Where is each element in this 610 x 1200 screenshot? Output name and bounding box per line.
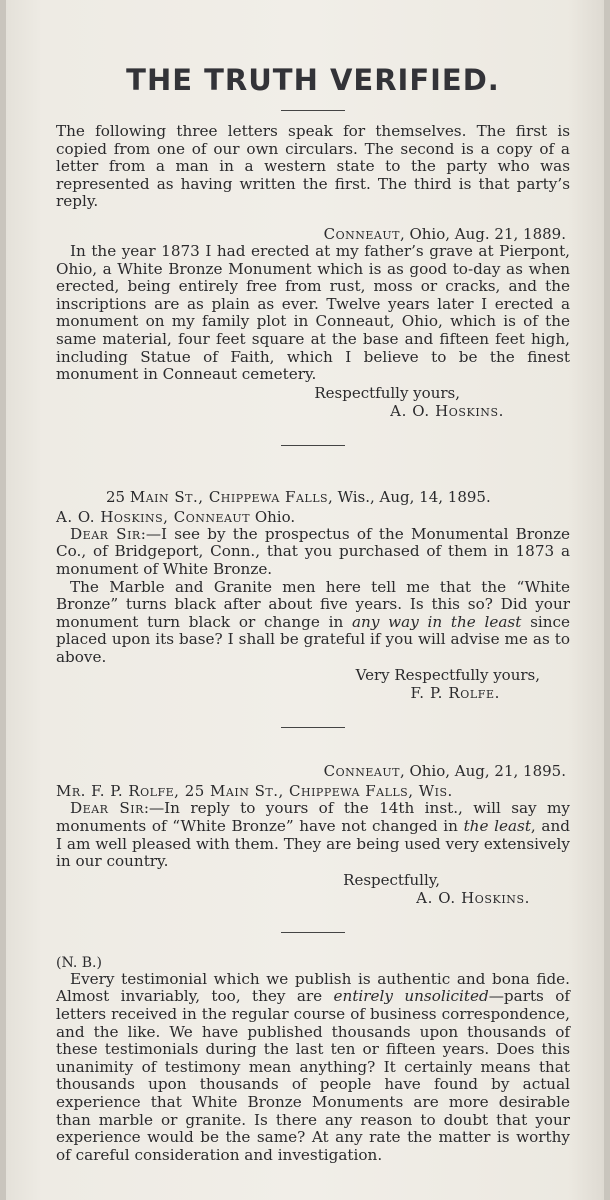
letter2-body-1 <box>56 526 570 579</box>
letter3-body-a: :—In reply to yours of the 14th inst., will say my monuments of “White Bronze” have not changed in <box>56 799 570 836</box>
letter2-dateline <box>56 488 570 506</box>
letter3-body <box>56 800 570 870</box>
letter1-closing: Respectfully yours, <box>314 383 460 402</box>
nb-label: (N. B.) <box>56 954 102 971</box>
intro-paragraph: The following three letters speak for themselves. The first is copied from one of our own circulars. The second is a copy of a letter from a man in a western state to the party who was represented as having written the first. The third is that party’s reply. <box>56 122 570 211</box>
letter3-closing: Respectfully, <box>343 870 440 889</box>
letter3-addressee-rest: Main St., Chippewa Falls, Wis. <box>210 782 453 801</box>
letter2-closing: Very Respectfully yours, <box>355 666 540 685</box>
letter3-dateline-rest: , Ohio, Aug, 21, 1895. <box>399 762 566 781</box>
letter3-body-italic: the least <box>463 817 531 836</box>
letter1-signature: A. O. Hoskins. <box>390 401 504 420</box>
nb-text-italic: entirely unsolicited <box>333 987 489 1006</box>
letter2-signature: F. P. Rolfe. <box>410 684 500 703</box>
divider-3 <box>56 907 570 945</box>
letter2-body-2b: since placed upon its base? I shall be grateful if you will advise me as to above. <box>56 612 570 666</box>
nb-text <box>56 971 570 1165</box>
letter2-body-2 <box>56 579 570 667</box>
letter3-body-b: , and I am well pleased with them. They are being used very extensively in our country. <box>56 817 570 871</box>
letter1-dateline-place: Conneaut <box>323 224 400 243</box>
nb-section <box>56 955 570 1165</box>
letter3-addressee <box>56 782 570 800</box>
page-title: THE TRUTH VERIFIED. <box>126 63 500 97</box>
letter3-dateline <box>56 762 570 780</box>
letter2-salutation: Dear Sir <box>70 524 141 543</box>
letter2-dateline-rest: , Wis., Aug, 14, 1895. <box>328 487 491 506</box>
divider-2 <box>56 702 570 740</box>
nb-text-b: —parts of letters received in the regular course of business correspondence, and the like. We have published thousands upon thousands of these testimonials during the last ten or fifteen years. Does this unanimity of testimony mean anything? It certainly means that thousands upon thousands of people have found by actual experience that White Bronze Monuments are more desirable than marble or granite. Is there any reason to doubt that your experience would be the same? At any rate the matter is worthy of careful consideration and investigation. <box>56 987 570 1164</box>
letter3-salutation: Dear Sir <box>70 799 144 818</box>
letter2-dateline-place: Main St., Chippewa Falls <box>129 487 329 506</box>
letter2-addressee <box>56 508 570 526</box>
title-divider <box>281 110 345 111</box>
divider-1 <box>56 420 570 458</box>
letter2-addressee-name: A. O. Hoskins, Conneaut <box>56 507 251 526</box>
nb-text-a: Every testimonial which we publish is authentic and bona fide. Almost invariably, too, they are <box>56 969 570 1006</box>
letter1-dateline-rest: , Ohio, Aug. 21, 1889. <box>399 224 566 243</box>
letter2-body-1-text: :—I see by the prospectus of the Monumental Bronze Co., of Bridgeport, Conn., that you purchased of them in 1873 a monument of White Bronze. <box>56 524 570 578</box>
document-page <box>6 0 604 1200</box>
letter2-body-2-italic: any way in the least <box>351 612 522 631</box>
letter3-dateline-place: Conneaut <box>323 762 400 781</box>
letter1-dateline <box>56 225 570 243</box>
letter2-body-2a: The Marble and Granite men here tell me that the “White Bronze” turns black after about five years. Is this so? Did your monument turn black or change in <box>56 577 570 631</box>
letter1-body: In the year 1873 I had erected at my father’s grave at Pierpont, Ohio, a White Bronze Monument which is as good to-day as when erected, being entirely free from rust, moss or cracks, and the inscriptions are as plain as ever. Twelve years later I erected a monument on my family plot in Conneaut, Ohio, which is of the same material, four feet square at the base and fifteen feet high, including Statue of Faith, which I believe to be the finest monument in Conneaut cemetery. <box>56 241 570 384</box>
letter2-dateline-num: 25 <box>106 487 130 506</box>
letter3-signature: A. O. Hoskins. <box>416 888 530 907</box>
letter2-addressee-rest: Ohio. <box>250 507 296 526</box>
letter3-addressee-prefix: Mr. F. P. Rolfe, 25 <box>56 782 211 801</box>
